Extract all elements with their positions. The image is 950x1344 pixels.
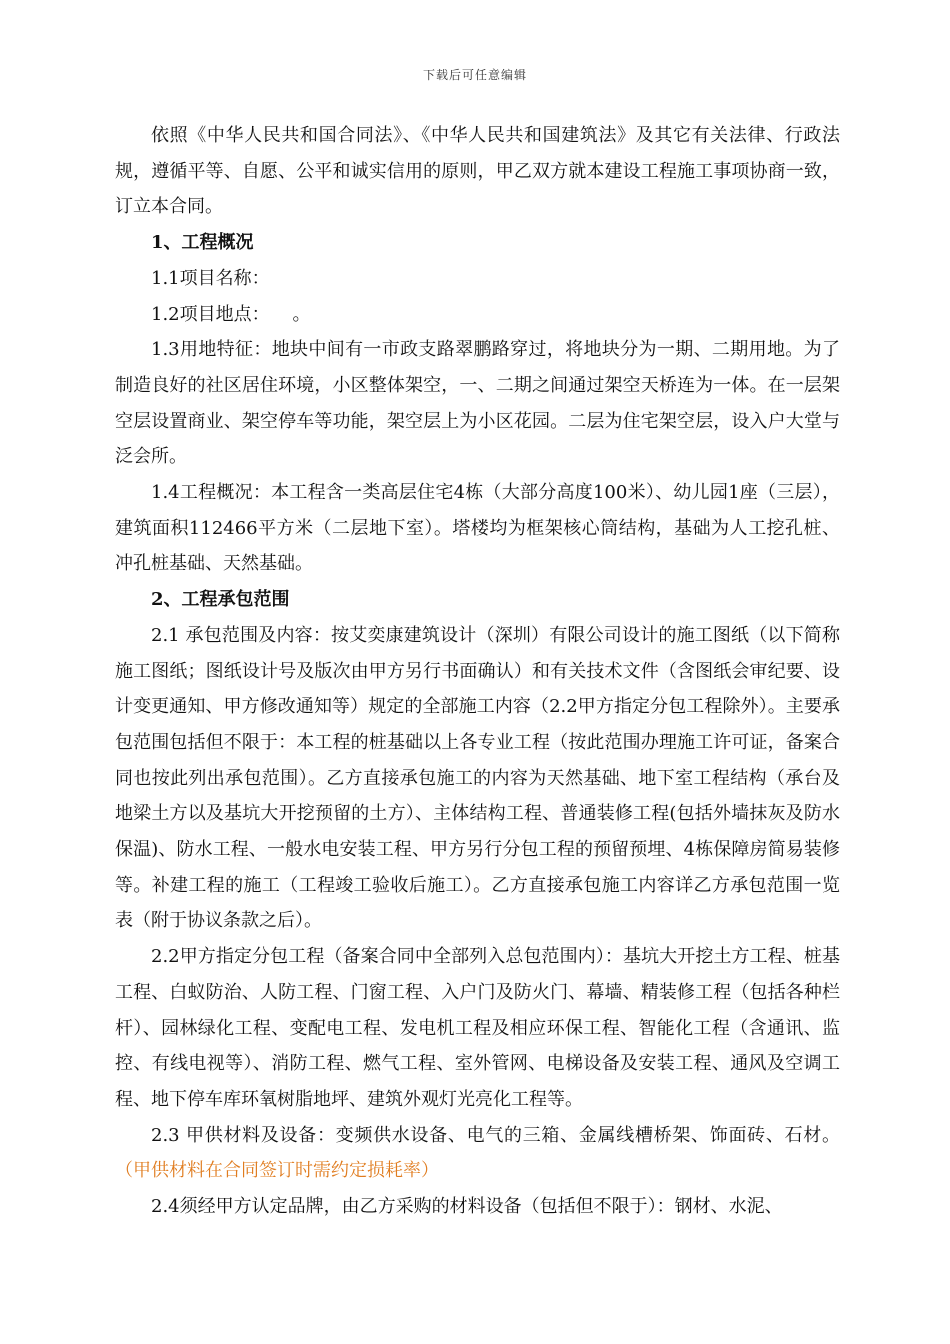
clause-2-2: 2.2甲方指定分包工程（备案合同中全部列入总包范围内）：基坑大开挖土方工程、桩基工程、白蚁防治、人防工程、门窗工程、入户门及防火门、幕墙、精装修工程（包括各种栏杆）、园林绿化工程、变配电工程、发电机工程及相应环保工程、智能化工程（含通讯、监控、有线电视等）、消防工程、燃气工程、室外管网、电梯设备及安装工程、通风及空调工程、地下停车库环氧树脂地坪、建筑外观灯光亮化工程等。 <box>115 946 840 1110</box>
clause-2-3 <box>115 1118 840 1189</box>
section-1-heading: 1、工程概况 <box>151 232 254 254</box>
clause-2-3-text: 2.3 甲供材料及设备：变频供水设备、电气的三箱、金属线槽桥架、饰面砖、石材。 <box>151 1124 840 1146</box>
clause-2-3-note: （甲供材料在合同签订时需约定损耗率） <box>115 1160 439 1182</box>
clause-1-2: 1.2项目地点： 。 <box>151 303 311 325</box>
clause-1-1: 1.1项目名称： <box>151 267 270 289</box>
clause-1-3: 1.3用地特征：地块中间有一市政支路翠鹏路穿过，将地块分为一期、二期用地。为了制造良好的社区居住环境，小区整体架空，一、二期之间通过架空天桥连为一体。在一层架空层设置商业、架空停车等功能，架空层上为小区花园。二层为住宅架空层，设入户大堂与泛会所。 <box>115 339 840 468</box>
clause-1-4: 1.4工程概况：本工程含一类高层住宅4栋（大部分高度100米）、幼儿园1座（三层），建筑面积112466平方米（二层地下室）。塔楼均为框架核心筒结构，基础为人工挖孔桩、冲孔桩基础、天然基础。 <box>115 482 840 575</box>
page-header: 下载后可任意编辑 <box>422 68 527 82</box>
clause-2-1: 2.1 承包范围及内容：按艾奕康建筑设计（深圳）有限公司设计的施工图纸（以下简称施工图纸；图纸设计号及版次由甲方另行书面确认）和有关技术文件（含图纸会审纪要、设计变更通知、甲方修改通知等）规定的全部施工内容（2.2甲方指定分包工程除外）。主要承包范围包括但不限于：本工程的桩基础以上各专业工程（按此范围办理施工许可证，备案合同也按此列出承包范围）。乙方直接承包施工的内容为天然基础、地下室工程结构（承台及地梁土方以及基坑大开挖预留的土方）、主体结构工程、普通装修工程(包括外墙抹灰及防水保温)、防水工程、一般水电安装工程、甲方另行分包工程的预留预埋、4栋保障房简易装修等。补建工程的施工（工程竣工验收后施工）。乙方直接承包施工内容详乙方承包范围一览表（附于协议条款之后）。 <box>115 624 840 932</box>
intro-paragraph: 依照《中华人民共和国合同法》、《中华人民共和国建筑法》及其它有关法律、行政法规，遵循平等、自愿、公平和诚实信用的原则，甲乙双方就本建设工程施工事项协商一致，订立本合同。 <box>115 125 840 218</box>
section-2-heading: 2、工程承包范围 <box>151 589 290 611</box>
clause-2-4: 2.4须经甲方认定品牌，由乙方采购的材料设备（包括但不限于）：钢材、水泥、 <box>151 1196 783 1218</box>
contract-body <box>115 118 840 1225</box>
